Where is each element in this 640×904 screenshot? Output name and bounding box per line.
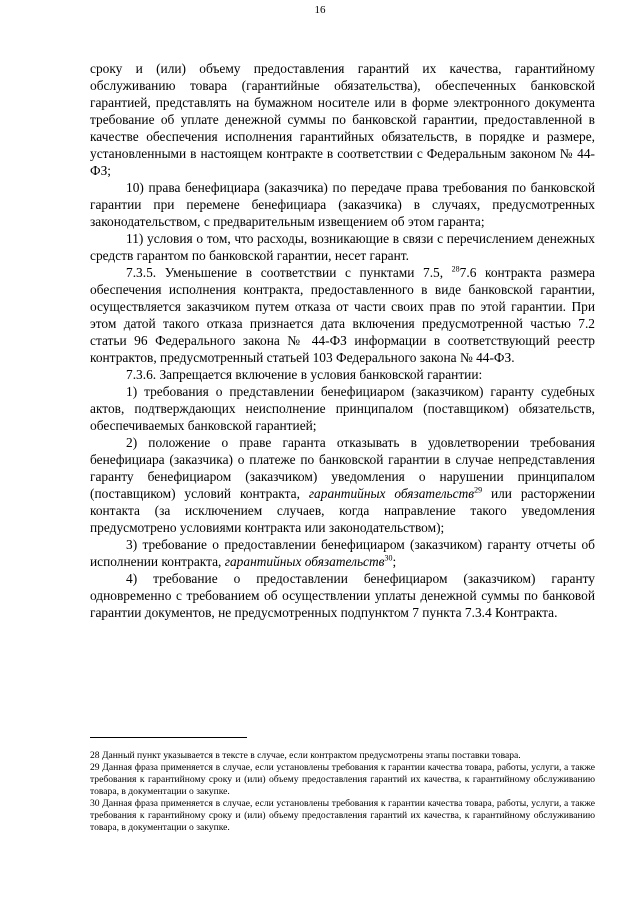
body-paragraph [90, 366, 595, 383]
paragraph-text: ; [392, 554, 397, 569]
footnote: 30 Данная фраза применяется в случае, если установлены требования к гарантии качества товара, работы, услуги, а также требования к гарантийному сроку и (или) объему предоставления гарантий их качества, к гарантийному обслуживанию товара, в документации о закупке. [90, 798, 595, 833]
footnote-ref: 28 [451, 264, 460, 274]
paragraph-text: сроку и (или) объему предоставления гарантий их качества, гарантийному обслуживанию товара (гарантийные обязательства), обеспеченных банковской гарантией, представлять на бумажном носителе или в форме электронного документа требование об уплате денежной суммы по банковской гарантии, предоставленной в качестве обеспечения исполнения гарантийных обязательств, в порядке и размере, установленными в настоящем контракте в соответствии с Федеральным законом № 44-ФЗ; [90, 61, 595, 178]
footnote-separator [90, 737, 247, 738]
body-paragraph [90, 536, 595, 570]
body-paragraph [90, 383, 595, 434]
footnote-ref: 30 [384, 553, 393, 563]
document-body [90, 60, 595, 621]
paragraph-text: 7.6 контракта размера обеспечения исполнения контракта, предоставленного в виде банковской гарантии, осуществляется заказчиком путем отказа от части своих прав по этой гарантии. При этом датой такого отказа признается дата включения предусмотренной частью 7.2 статьи 96 Федерального закона № 44-ФЗ информации в соответствующий реестр контрактов, предусмотренный статьей 103 Федерального закона № 44-ФЗ. [90, 265, 595, 365]
footnotes [90, 750, 595, 834]
paragraph-text: 10) права бенефициара (заказчика) по передаче права требования по банковской гарантии при перемене бенефициара (заказчика) в случаях, предусмотренных законодательством, с предварительным извещением об этом гаранта; [90, 180, 595, 229]
paragraph-text: 3) требование о предоставлении бенефициаром (заказчиком) гаранту отчеты об исполнении контракта, [90, 537, 595, 569]
footnote-ref: 29 [474, 485, 483, 495]
body-paragraph [90, 230, 595, 264]
paragraph-text: или расторжении контакта (за исключением случаев, когда направление такого уведомления предусмотрено условиями контракта или законодательством); [90, 486, 595, 535]
page-number: 16 [314, 4, 326, 16]
body-paragraph [90, 434, 595, 536]
paragraph-text: 1) требования о представлении бенефициаром (заказчиком) гаранту судебных актов, подтверждающих неисполнение принципалом (поставщиком) обязательств, обеспечиваемых банковской гарантией; [90, 384, 595, 433]
paragraph-text: 7.3.6. Запрещается включение в условия банковской гарантии: [126, 367, 483, 382]
body-paragraph [90, 570, 595, 621]
paragraph-text: 7.3.5. Уменьшение в соответствии с пунктами 7.5, [126, 265, 452, 280]
italic-phrase: гарантийных обязательств [224, 554, 385, 569]
body-paragraph [90, 264, 595, 366]
footnote: 29 Данная фраза применяется в случае, если установлены требования к гарантии качества товара, работы, услуги, а также требования к гарантийному сроку и (или) объему предоставления гарантий их качества, к гарантийному обслуживанию товара, в документации о закупке. [90, 762, 595, 797]
paragraph-text: 2) положение о праве гаранта отказывать в удовлетворении требования бенефициара (заказчика) о платеже по банковской гарантии в случае непредставления гаранту бенефициаром (заказчиком) уведомления о нарушении принципалом (поставщиком) условий контракта, [90, 435, 595, 501]
paragraph-text: 4) требование о предоставлении бенефициаром (заказчиком) гаранту одновременно с требованием об осуществлении уплаты денежной суммы по банковой гарантии документов, не предусмотренных подпунктом 7 пункта 7.3.4 Контракта. [90, 571, 595, 620]
paragraph-text: 11) условия о том, что расходы, возникающие в связи с перечислением денежных средств гарантом по банковской гарантии, несет гарант. [90, 231, 595, 263]
body-paragraph [90, 60, 595, 179]
footnote: 28 Данный пункт указывается в тексте в случае, если контрактом предусмотрены этапы поставки товара. [90, 750, 521, 761]
body-paragraph [90, 179, 595, 230]
italic-phrase: гарантийных обязательств [308, 486, 475, 501]
